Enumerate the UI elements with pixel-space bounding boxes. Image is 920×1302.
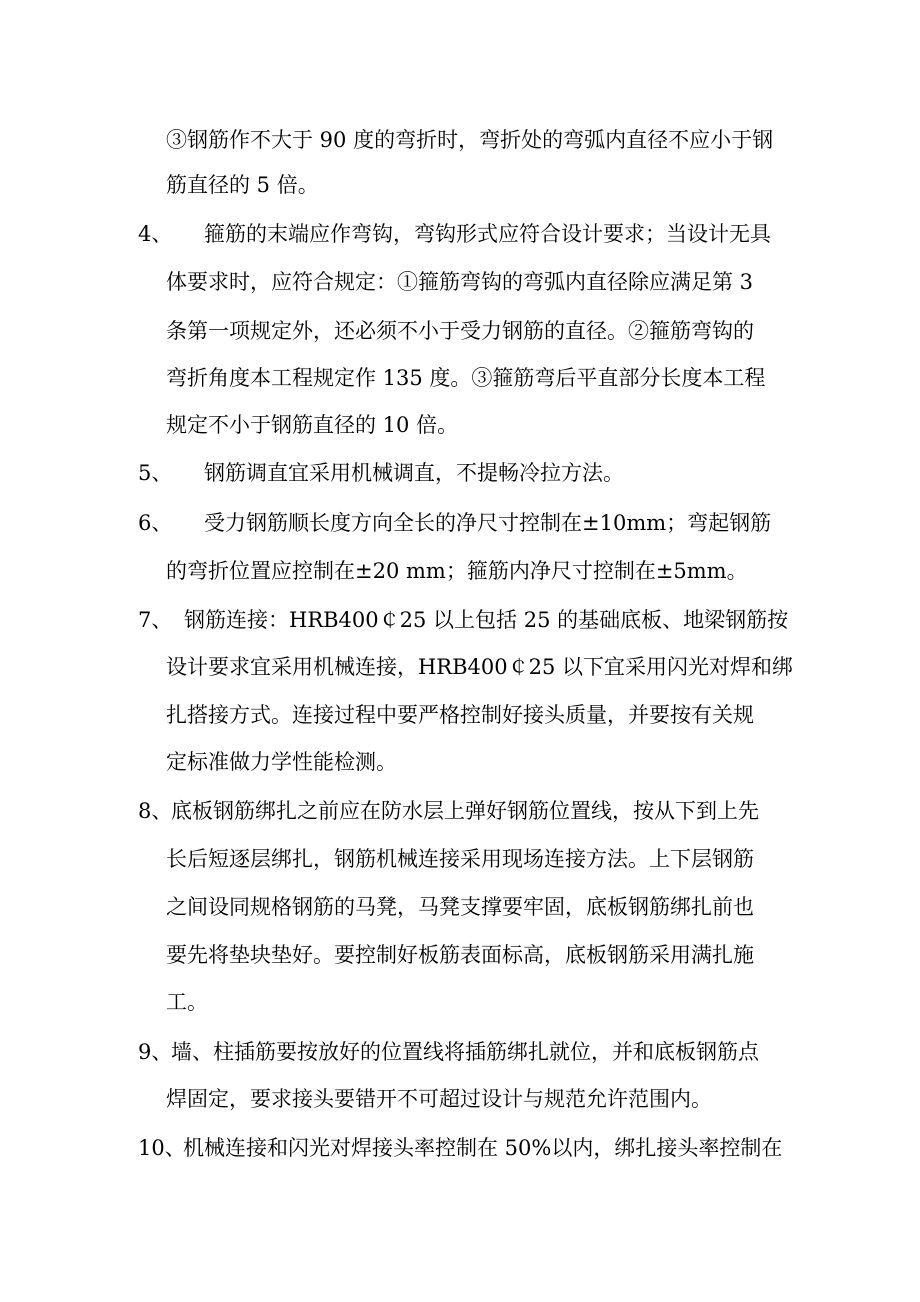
paragraph-text: 筋直径的 5 倍。 [166, 173, 319, 197]
paragraph-text: 墙、柱插筋要按放好的位置线将插筋绑扎就位，并和底板钢筋点 [171, 1040, 759, 1064]
list-item-number: 4、 [138, 222, 173, 246]
list-item-number: 6、 [138, 511, 173, 535]
paragraph-text: ③钢筋作不大于 90 度的弯折时，弯折处的弯弧内直径不应小于钢 [166, 128, 774, 152]
paragraph-text: 规定不小于钢筋直径的 10 倍。 [166, 413, 459, 437]
paragraph-text: 定标准做力学性能检测。 [166, 750, 397, 774]
list-item-number: 5、 [138, 461, 173, 485]
paragraph-text: 受力钢筋顺长度方向全长的净尺寸控制在±10mm；弯起钢筋 [204, 511, 772, 535]
paragraph-text: 弯折角度本工程规定作 135 度。③箍筋弯后平直部分长度本工程 [166, 366, 766, 390]
paragraph-text: 的弯折位置应控制在±20 mm；箍筋内净尺寸控制在±5mm。 [166, 559, 748, 583]
paragraph-text: 体要求时，应符合规定：①箍筋弯钩的弯弧内直径除应满足第 3 [166, 270, 754, 294]
paragraph-text: 工。 [166, 990, 208, 1014]
list-item-number: 9、 [138, 1040, 173, 1064]
paragraph-text: 长后短逐层绑扎，钢筋机械连接采用现场连接方法。上下层钢筋 [166, 847, 754, 871]
paragraph-text: 焊固定，要求接头要错开不可超过设计与规范允许范围内。 [166, 1087, 712, 1111]
paragraph-text: 钢筋连接：HRB400￠25 以上包括 25 的基础底板、地梁钢筋按 [184, 608, 789, 632]
paragraph-text: 扎搭接方式。连接过程中要严格控制好接头质量，并要按有关规 [166, 703, 754, 727]
paragraph-text: 机械连接和闪光对焊接头率控制在 50%以内，绑扎接头率控制在 [183, 1136, 783, 1160]
paragraph-text: 之间设同规格钢筋的马凳，马凳支撑要牢固，底板钢筋绑扎前也 [166, 895, 754, 919]
list-item-number: 10、 [138, 1136, 186, 1160]
paragraph-text: 设计要求宜采用机械连接，HRB400￠25 以下宜采用闪光对焊和绑 [166, 655, 794, 679]
paragraph-text: 钢筋调直宜采用机械调直，不提畅冷拉方法。 [204, 461, 624, 485]
paragraph-text: 要先将垫块垫好。要控制好板筋表面标高，底板钢筋采用满扎施 [166, 943, 754, 967]
list-item-number: 8、 [138, 799, 173, 823]
list-item-number: 7、 [138, 608, 173, 632]
paragraph-text: 底板钢筋绑扎之前应在防水层上弹好钢筋位置线，按从下到上先 [171, 799, 759, 823]
paragraph-text: 条第一项规定外，还必须不小于受力钢筋的直径。②箍筋弯钩的 [166, 319, 754, 343]
paragraph-text: 箍筋的末端应作弯钩，弯钩形式应符合设计要求；当设计无具 [204, 222, 771, 246]
